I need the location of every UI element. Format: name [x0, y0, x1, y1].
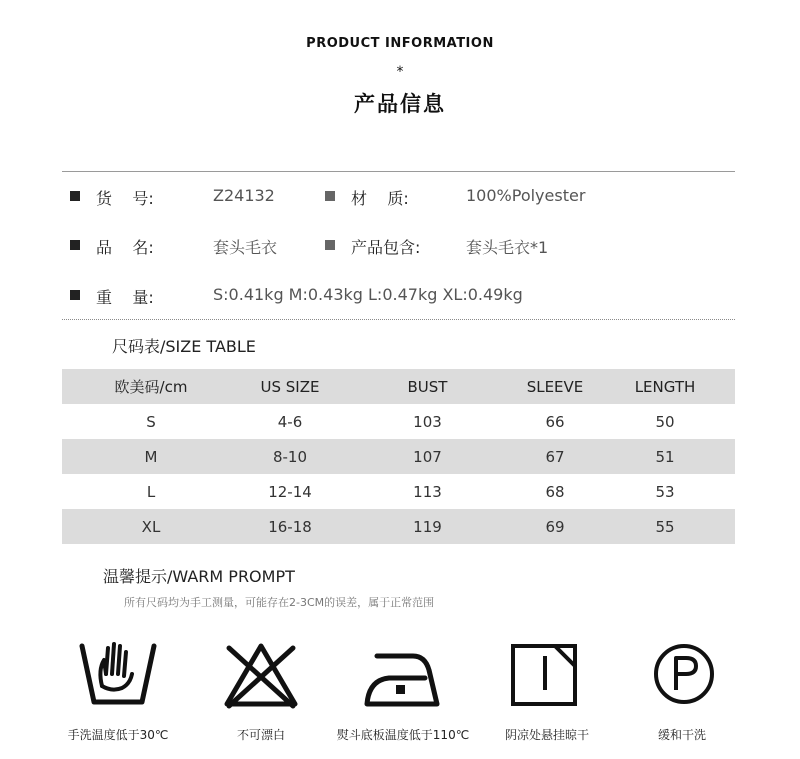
table-cell: S	[146, 412, 156, 431]
table-cell: 50	[655, 412, 675, 431]
package-label: 产品包含:	[351, 238, 421, 257]
hand-wash-icon	[78, 640, 158, 710]
bullet-square	[70, 290, 80, 300]
table-cell: 113	[413, 482, 442, 501]
table-cell: 8-10	[272, 447, 308, 466]
table-cell: 67	[545, 447, 565, 466]
column-header: SLEEVE	[526, 377, 584, 396]
line-dry-shade-icon	[507, 640, 587, 710]
warm-prompt-title: 温馨提示/WARM PROMPT	[103, 567, 295, 586]
size-table	[62, 369, 735, 544]
table-cell: L	[146, 482, 156, 501]
care-label: 手洗温度低于30℃	[67, 728, 169, 742]
dotted-divider	[62, 319, 735, 320]
table-cell: 12-14	[268, 482, 312, 501]
column-header: US SIZE	[260, 377, 320, 396]
table-cell: 55	[655, 517, 675, 536]
page-title: 产品信息	[354, 92, 446, 116]
table-cell: 66	[545, 412, 565, 431]
column-header: LENGTH	[634, 377, 696, 396]
table-row	[62, 509, 735, 544]
table-row	[62, 439, 735, 474]
name-label: 品 名:	[96, 238, 154, 257]
iron-low-icon	[363, 640, 443, 710]
bullet-square	[325, 240, 335, 250]
header-star: *	[396, 64, 404, 80]
material-value: 100%Polyester	[466, 186, 586, 205]
top-divider	[62, 171, 735, 172]
table-row	[62, 474, 735, 509]
no-bleach-icon	[221, 640, 301, 710]
table-cell: 68	[545, 482, 565, 501]
table-cell: XL	[141, 517, 161, 536]
table-row	[62, 404, 735, 439]
column-header: 欧美码/cm	[114, 378, 188, 396]
table-cell: 107	[413, 447, 442, 466]
header-title-en: PRODUCT INFORMATION	[306, 36, 494, 51]
care-label: 阴凉处悬挂晾干	[504, 728, 589, 742]
weight-value: S:0.41kg M:0.43kg L:0.47kg XL:0.49kg	[213, 285, 523, 304]
column-header: BUST	[407, 377, 448, 396]
size-table-title: 尺码表/SIZE TABLE	[112, 337, 256, 356]
item-no-value: Z24132	[213, 186, 275, 205]
care-label: 熨斗底板温度低于110℃	[336, 728, 470, 742]
table-header-row	[62, 369, 735, 404]
table-cell: 53	[655, 482, 675, 501]
care-label: 缓和干洗	[657, 728, 706, 742]
table-cell: M	[144, 447, 158, 466]
table-cell: 4-6	[277, 412, 303, 431]
name-value: 套头毛衣	[213, 238, 278, 257]
table-cell: 51	[655, 447, 675, 466]
table-cell: 16-18	[268, 517, 312, 536]
package-value: 套头毛衣*1	[466, 238, 549, 257]
bullet-square	[325, 191, 335, 201]
bullet-square	[70, 191, 80, 201]
weight-label: 重 量:	[96, 288, 154, 307]
table-cell: 69	[545, 517, 565, 536]
table-cell: 103	[413, 412, 442, 431]
dry-clean-p-icon	[648, 640, 728, 710]
table-cell: 119	[413, 517, 442, 536]
warm-prompt-note: 所有尺码均为手工测量，可能存在2-3CM的误差，属于正常范围	[124, 596, 435, 609]
item-no-label: 货 号:	[96, 189, 154, 208]
care-label: 不可漂白	[236, 728, 285, 742]
material-label: 材 质:	[351, 189, 409, 208]
bullet-square	[70, 240, 80, 250]
